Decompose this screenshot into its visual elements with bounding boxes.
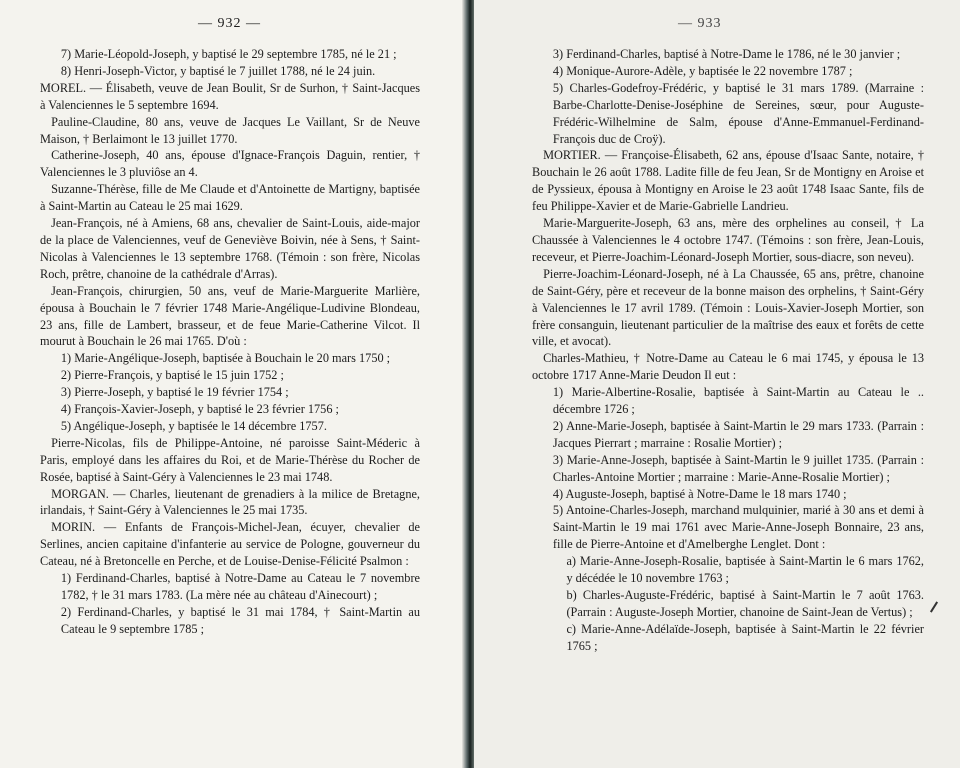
paragraph: 3) Pierre-Joseph, y baptisé le 19 février 1754 ; bbox=[60, 385, 289, 400]
paragraph: Catherine-Joseph, 40 ans, épouse d'Ignace-François Daguin, rentier, † Valenciennes le 3 pluviôse an 4. bbox=[40, 148, 420, 180]
paragraph: Pauline-Claudine, 80 ans, veuve de Jacques Le Vaillant, Sr de Neuve Maison, † Berlaimont le 13 juillet 1770. bbox=[40, 114, 420, 146]
paragraph: Charles-Mathieu, † Notre-Dame au Cateau le 6 mai 1745, y épousa le 13 octobre 1717 Anne-Marie Deudon Il eut : bbox=[532, 351, 924, 383]
paragraph: MORIN. — Enfants de François-Michel-Jean, écuyer, chevalier de Serlines, ancien capitaine d'infanterie au service de Pologne, gouverneur du Cateau, né à Bretoncelle en Perche, et de Louise-Denise-Félicité Psalmon : bbox=[40, 520, 420, 569]
paragraph: 3) Ferdinand-Charles, baptisé à Notre-Dame le 1786, né le 30 janvier ; bbox=[552, 47, 901, 61]
text-column bbox=[532, 46, 924, 655]
page-number: — 932 — bbox=[198, 16, 261, 31]
paragraph: c) Marie-Anne-Adélaïde-Joseph, baptisée à Saint-Martin le 22 février 1765 ; bbox=[566, 621, 924, 653]
paragraph: 8) Henri-Joseph-Victor, y baptisé le 7 juillet 1788, né le 24 juin. bbox=[60, 63, 376, 78]
paragraph: 4) Auguste-Joseph, baptisé à Notre-Dame le 18 mars 1740 ; bbox=[552, 486, 847, 501]
paragraph: b) Charles-Auguste-Frédéric, baptisé à Saint-Martin le 7 août 1763. (Parrain : Auguste-Joseph Mortier, chanoine de Saint-Jean de Vertus) ; bbox=[566, 588, 924, 619]
paragraph: 1) Ferdinand-Charles, baptisé à Notre-Dame au Cateau le 7 novembre 1782, † le 31 mars 1783. (La mère née au château d'Ainecourt) ; bbox=[60, 571, 420, 602]
paragraph: Suzanne-Thérèse, fille de Me Claude et d'Antoinette de Martigny, baptisée à Saint-Martin au Cateau le 25 mai 1629. bbox=[40, 182, 420, 214]
paragraph: 5) Charles-Godefroy-Frédéric, y baptisé le 31 mars 1789. (Marraine : Barbe-Charlotte-Denise-Joséphine de Sereines, sœur, pour Auguste-Frédéric-Wilhelmine de Salm, épouse d'Anne-Emmanuel-Ferdinand-François duc de Croÿ). bbox=[552, 80, 924, 146]
paragraph: 5) Antoine-Charles-Joseph, marchand mulquinier, marié à 30 ans et demi à Saint-Martin le 19 mai 1761 avec Marie-Anne-Joseph Bonnaire, 23 ans, fille de Pierre-Antoine et d'Amelberghe Lenglet. Dont : bbox=[552, 503, 924, 552]
paragraph: 2) Ferdinand-Charles, y baptisé le 31 mai 1784, † Saint-Martin au Cateau le 9 septembre 1785 ; bbox=[60, 604, 420, 636]
left-page bbox=[0, 0, 466, 768]
text-column bbox=[40, 46, 420, 638]
paragraph: 2) Anne-Marie-Joseph, baptisée à Saint-Martin le 29 mars 1733. (Parrain : Jacques Pierrart ; marraine : Rosalie Mortier) ; bbox=[552, 418, 924, 450]
paragraph: Pierre-Joachim-Léonard-Joseph, né à La Chaussée, 65 ans, prêtre, chanoine de Saint-Géry, père et receveur de la bonne maison des orphelins, † Saint-Géry à Valenciennes le 17 avril 1789. (Témoin : Louis-Xavier-Joseph Mortier, son frère consanguin, lieutenant particulier de la maîtrise des eaux et forêts de cette ville, et avocat). bbox=[532, 266, 924, 349]
paragraph: MORTIER. — Françoise-Élisabeth, 62 ans, épouse d'Isaac Sante, notaire, † Bouchain le 26 août 1788. Ladite fille de feu Jean, Sr de Montigny en Aroise et de Pyssieux, épousa à Montigny en Aroise le 23 août 1748 Isaac Sante, fils de feu Philippe-Xavier et de Marie-Gabrielle Landrieu. bbox=[532, 148, 924, 214]
paragraph: 1) Marie-Albertine-Rosalie, baptisée à Saint-Martin au Cateau le .. décembre 1726 ; bbox=[552, 385, 924, 417]
paragraph: 4) François-Xavier-Joseph, y baptisé le 23 février 1756 ; bbox=[60, 402, 339, 417]
right-page bbox=[474, 0, 960, 768]
paragraph: 4) Monique-Aurore-Adèle, y baptisée le 22 novembre 1787 ; bbox=[552, 63, 853, 78]
paragraph: 7) Marie-Léopold-Joseph, y baptisé le 29 septembre 1785, né le 21 ; bbox=[60, 47, 397, 61]
paragraph: 2) Pierre-François, y baptisé le 15 juin 1752 ; bbox=[60, 368, 284, 383]
paragraph: Pierre-Nicolas, fils de Philippe-Antoine, né paroisse Saint-Méderic à Paris, employé dans les affaires du Roi, et de Marie-Thérèse du Rocher de Rosée, baptisé à Saint-Géry à Valenciennes le 23 mai 1748. bbox=[40, 435, 420, 484]
paragraph: MOREL. — Élisabeth, veuve de Jean Boulit, Sr de Surhon, † Saint-Jacques à Valenciennes le 5 septembre 1694. bbox=[40, 80, 420, 112]
page-number: — 933 bbox=[678, 16, 722, 31]
paragraph: Jean-François, né à Amiens, 68 ans, chevalier de Saint-Louis, aide-major de la place de Valenciennes, veuf de Geneviève Boivin, née à Sens, † Saint-Nicolas à Valenciennes le 13 septembre 1768. (Témoin : son frère, Nicolas Roch, prêtre, chanoine de la cathédrale d'Arras). bbox=[40, 216, 420, 281]
paragraph: 3) Marie-Anne-Joseph, baptisée à Saint-Martin le 9 juillet 1735. (Parrain : Charles-Antoine Mortier ; marraine : Marie-Anne-Rosalie Mortier) ; bbox=[552, 452, 924, 484]
paragraph: 5) Angélique-Joseph, y baptisée le 14 décembre 1757. bbox=[60, 418, 327, 433]
paragraph: 1) Marie-Angélique-Joseph, baptisée à Bouchain le 20 mars 1750 ; bbox=[60, 351, 391, 366]
paragraph: MORGAN. — Charles, lieutenant de grenadiers à la milice de Bretagne, irlandais, † Saint-Géry à Valenciennes le 25 mai 1735. bbox=[40, 486, 420, 518]
paragraph: Jean-François, chirurgien, 50 ans, veuf de Marie-Marguerite Marlière, épousa à Bouchain le 7 février 1748 Marie-Angélique-Ludivine Blondeau, 23 ans, fille de Lambert, brasseur, et de feue Marie-Catherine Vilcot. Il mourut à Bouchain le 26 mai 1765. D'où : bbox=[40, 283, 420, 349]
paragraph: Marie-Marguerite-Joseph, 63 ans, mère des orphelines au conseil, † La Chaussée à Valenciennes le 4 octobre 1747. (Témoins : son frère, Jean-Louis, receveur, et Pierre-Joachim-Léonard-Joseph Mortier, sous-diacre, son neveu). bbox=[532, 216, 924, 264]
paragraph: a) Marie-Anne-Joseph-Rosalie, baptisée à Saint-Martin le 6 mars 1762, y décédée le 10 novembre 1763 ; bbox=[566, 554, 924, 586]
